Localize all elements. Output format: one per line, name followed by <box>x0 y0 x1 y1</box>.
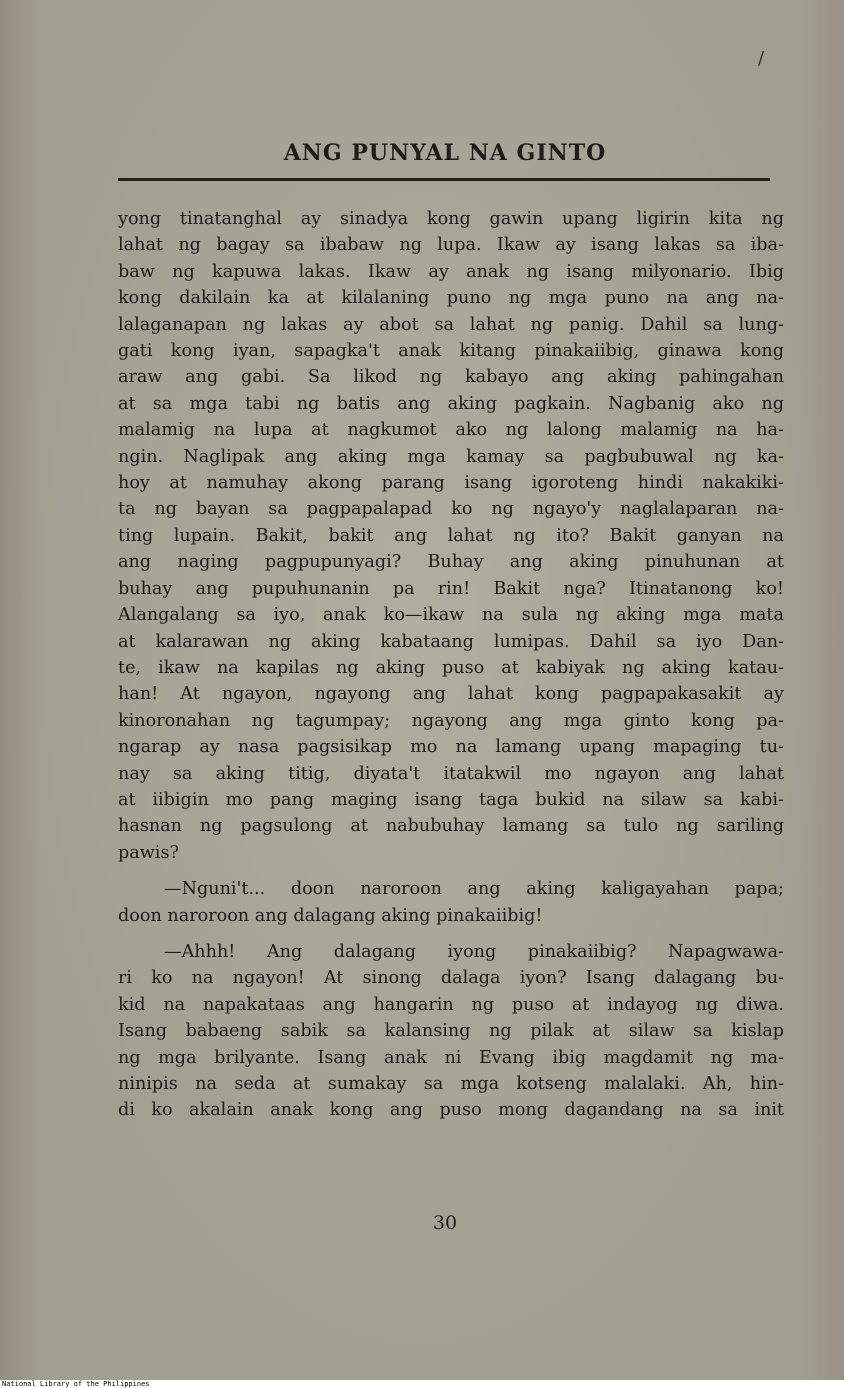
text-line: di ko akalain anak kong ang puso mong dagandang na sa init <box>118 1100 784 1121</box>
paragraph <box>118 876 784 929</box>
text-line: ng mga brilyante. Isang anak ni Evang ibig magdamit ng ma- <box>118 1047 784 1068</box>
running-head: ANG PUNYAL NA GINTO <box>283 140 607 166</box>
paragraph <box>118 939 784 1124</box>
margin-mark: / <box>758 48 765 69</box>
text-line: gati kong iyan, sapagka't anak kitang pinakaiibig, ginawa kong <box>118 341 784 362</box>
text-line: Alangalang sa iyo, anak ko—ikaw na sula ng aking mga mata <box>118 605 784 626</box>
text-line: araw ang gabi. Sa likod ng kabayo ang aking pahingahan <box>118 367 784 388</box>
text-line: —Nguni't... doon naroroon ang aking kaligayahan papa; <box>164 879 784 900</box>
body-text <box>118 206 784 1124</box>
text-line: kinoronahan ng tagumpay; ngayong ang mga ginto kong pa- <box>118 710 784 731</box>
text-line: buhay ang pupuhunanin pa rin! Bakit nga? Itinatanong ko! <box>118 578 784 599</box>
text-line: ninipis na seda at sumakay sa mga kotseng malalaki. Ah, hin- <box>118 1074 784 1094</box>
text-line: malamig na lupa at nagkumot ako ng lalong malamig na ha- <box>118 420 784 441</box>
text-line: at sa mga tabi ng batis ang aking pagkain. Nagbanig ako ng <box>118 393 784 414</box>
text-line: ting lupain. Bakit, bakit ang lahat ng ito? Bakit ganyan na <box>118 525 784 546</box>
library-credit: National Library of the Philippines <box>2 1380 150 1388</box>
text-line: pawis? <box>118 842 179 863</box>
page-number: 30 <box>432 1212 458 1234</box>
text-line: ang naging pagpupunyagi? Buhay ang aking pinuhunan at <box>118 552 784 573</box>
text-line: ri ko na ngayon! At sinong dalaga iyon? Isang dalagang bu- <box>118 968 784 989</box>
text-line: lahat ng bagay sa ibabaw ng lupa. Ikaw ay isang lakas sa iba- <box>118 235 784 256</box>
text-line: hasnan ng pagsulong at nabubuhay lamang sa tulo ng sariling <box>118 816 784 837</box>
text-line: te, ikaw na kapilas ng aking puso at kabiyak ng aking katau- <box>118 657 784 678</box>
text-line: kid na napakataas ang hangarin ng puso at indayog ng diwa. <box>118 994 784 1015</box>
text-line: ngarap ay nasa pagsisikap mo na lamang upang mapaging tu- <box>118 737 784 758</box>
text-line: yong tinatanghal ay sinadya kong gawin upang ligirin kita ng <box>118 209 784 229</box>
paragraph <box>118 206 784 866</box>
text-line: —Ahhh! Ang dalagang iyong pinakaiibig? Napagwawa- <box>164 941 784 962</box>
text-line: lalaganapan ng lakas ay abot sa lahat ng panig. Dahil sa lung- <box>118 314 784 335</box>
text-line: ngin. Naglipak ang aking mga kamay sa pagbubuwal ng ka- <box>118 446 784 467</box>
text-line: hoy at namuhay akong parang isang igoroteng hindi nakakiki- <box>118 473 784 494</box>
text-line: han! At ngayon, ngayong ang lahat kong pagpapakasakit ay <box>118 684 784 705</box>
text-line: kong dakilain ka at kilalaning puno ng mga puno na ang na- <box>118 288 784 309</box>
text-line: doon naroroon ang dalagang aking pinakaiibig! <box>118 905 543 926</box>
text-line: nay sa aking titig, diyata't itatakwil mo ngayon ang lahat <box>118 763 784 784</box>
text-line: at kalarawan ng aking kabataang lumipas. Dahil sa iyo Dan- <box>118 631 784 652</box>
header-rule <box>118 178 770 181</box>
text-line: ta ng bayan sa pagpapalapad ko ng ngayo'y naglalaparan na- <box>118 499 784 520</box>
text-line: at iibigin mo pang maging isang taga bukid na silaw sa kabi- <box>118 789 784 810</box>
text-line: baw ng kapuwa lakas. Ikaw ay anak ng isang milyonario. Ibig <box>118 261 784 282</box>
text-line: Isang babaeng sabik sa kalansing ng pilak at silaw sa kislap <box>118 1021 784 1042</box>
